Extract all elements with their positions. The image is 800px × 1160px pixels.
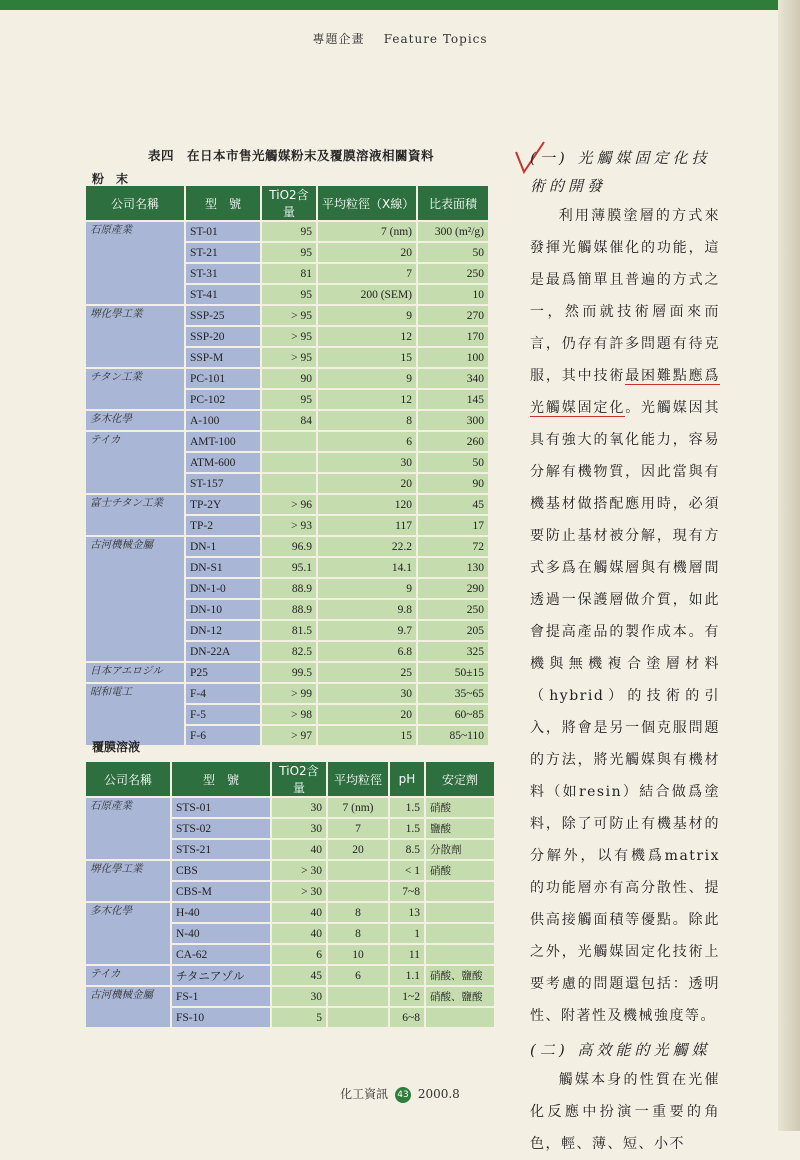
powder-cell: 12 [318,390,418,409]
top-color-band [0,0,800,10]
paragraph-2-text: 觸媒本身的性質在光催化反應中扮演一重要的角色，輕、薄、短、小不 [530,1072,720,1152]
powder-header-company: 公司名稱 [86,186,186,220]
powder-cell: 7 (nm) [318,222,418,241]
powder-cell: 100 [418,348,490,367]
article-heading-2: (二) 高效能的光觸媒 [530,1041,711,1059]
powder-cell: ST-157 [186,474,262,493]
powder-row [86,369,490,388]
coating-cell [328,882,390,901]
coating-cell [328,987,390,1006]
coating-cell: 1.5 [390,819,426,838]
powder-cell: 325 [418,642,490,661]
coating-cell: CBS [172,861,272,880]
coating-cell: 13 [390,903,426,922]
footer-date: 2000.8 [417,1087,460,1101]
coating-cell: N-40 [172,924,272,943]
powder-company-cell: チタン工業 [86,369,186,409]
powder-cell: 117 [318,516,418,535]
coating-cell: チタニアゾル [172,966,272,985]
powder-cell: TP-2 [186,516,262,535]
powder-company-cell: 昭和電工 [86,684,186,745]
powder-cell: 250 [418,600,490,619]
coating-header-tio2: TiO2含量 [272,762,328,796]
powder-cell: DN-10 [186,600,262,619]
coating-cell: FS-1 [172,987,272,1006]
powder-cell: 170 [418,327,490,346]
powder-header-size: 平均粒徑（X線） [318,186,418,220]
coating-header-row [86,762,496,796]
coating-cell: CA-62 [172,945,272,964]
powder-header-surface: 比表面積 [418,186,490,220]
powder-cell: > 93 [262,516,318,535]
article-paragraph-1 [530,200,720,1032]
powder-cell: A-100 [186,411,262,430]
powder-cell: 88.9 [262,579,318,598]
powder-header-model: 型 號 [186,186,262,220]
powder-cell: 12 [318,327,418,346]
coating-cell: 6~8 [390,1008,426,1027]
coating-cell [426,1008,496,1027]
powder-cell: ST-21 [186,243,262,262]
powder-cell: PC-102 [186,390,262,409]
powder-cell: DN-S1 [186,558,262,577]
powder-cell: 81 [262,264,318,283]
powder-cell: 9.7 [318,621,418,640]
coating-cell: STS-02 [172,819,272,838]
powder-cell: 8 [318,411,418,430]
powder-cell: 20 [318,243,418,262]
powder-row [86,537,490,556]
powder-cell: DN-1 [186,537,262,556]
powder-row [86,495,490,514]
coating-cell [426,903,496,922]
powder-cell: 7 [318,264,418,283]
article-paragraph-2 [530,1064,720,1160]
page-footer [0,1085,800,1103]
coating-header-model: 型 號 [172,762,272,796]
coating-row [86,903,496,922]
powder-cell: > 96 [262,495,318,514]
powder-table [86,184,490,747]
powder-cell: 340 [418,369,490,388]
powder-section-label: 粉 末 [92,172,129,186]
powder-cell: 84 [262,411,318,430]
powder-cell [262,453,318,472]
powder-cell: 6.8 [318,642,418,661]
article-column [530,144,720,1160]
powder-company-cell: 堺化學工業 [86,306,186,367]
coating-cell: 6 [328,966,390,985]
powder-cell: 95 [262,285,318,304]
powder-cell: 50 [418,453,490,472]
powder-cell: 90 [262,369,318,388]
coating-cell: STS-21 [172,840,272,859]
coating-cell: 1 [390,924,426,943]
powder-cell [262,474,318,493]
coating-table [86,760,496,1029]
powder-cell: 145 [418,390,490,409]
coating-cell [328,861,390,880]
powder-cell: ST-31 [186,264,262,283]
coating-cell: 8 [328,903,390,922]
coating-cell: 7 [328,819,390,838]
coating-cell: 11 [390,945,426,964]
paragraph-1-underlined: 最困難點應爲光觸媒固定化 [530,368,721,416]
coating-cell: 8 [328,924,390,943]
coating-company-cell: 堺化學工業 [86,861,172,901]
powder-cell: 260 [418,432,490,451]
powder-cell: > 95 [262,348,318,367]
coating-cell [426,882,496,901]
powder-cell: 90 [418,474,490,493]
coating-cell: > 30 [272,882,328,901]
coating-cell: 硝酸、鹽酸 [426,966,496,985]
coating-row [86,798,496,817]
powder-cell: 205 [418,621,490,640]
coating-cell: 1.5 [390,798,426,817]
powder-cell: SSP-25 [186,306,262,325]
coating-cell: 30 [272,987,328,1006]
powder-company-cell: 富士チタン工業 [86,495,186,535]
coating-company-cell: 石原產業 [86,798,172,859]
powder-cell: 81.5 [262,621,318,640]
powder-cell: 10 [418,285,490,304]
powder-company-cell: 古河機械金屬 [86,537,186,661]
coating-row [86,966,496,985]
powder-cell: 25 [318,663,418,682]
coating-header-size: 平均粒徑 [328,762,390,796]
powder-cell: 14.1 [318,558,418,577]
powder-cell: > 98 [262,705,318,724]
powder-cell: 200 (SEM) [318,285,418,304]
powder-cell: F-6 [186,726,262,745]
powder-company-cell: テイカ [86,432,186,493]
powder-cell: 9 [318,306,418,325]
coating-cell: 5 [272,1008,328,1027]
powder-cell: > 95 [262,306,318,325]
coating-cell: 1.1 [390,966,426,985]
powder-cell: 99.5 [262,663,318,682]
powder-cell: 72 [418,537,490,556]
powder-cell: 6 [318,432,418,451]
powder-cell: 88.9 [262,600,318,619]
powder-cell: 45 [418,495,490,514]
powder-cell: DN-12 [186,621,262,640]
powder-header-tio2: TiO2含量 [262,186,318,220]
powder-cell: 96.9 [262,537,318,556]
powder-cell: 130 [418,558,490,577]
coating-cell: 8.5 [390,840,426,859]
powder-header-row [86,186,490,220]
coating-header-company: 公司名稱 [86,762,172,796]
powder-cell: ST-01 [186,222,262,241]
powder-cell: 9.8 [318,600,418,619]
powder-cell: 9 [318,579,418,598]
powder-cell: 250 [418,264,490,283]
page-spine-shadow [778,0,800,1131]
powder-company-cell: 石原產業 [86,222,186,304]
coating-cell: STS-01 [172,798,272,817]
powder-cell: > 97 [262,726,318,745]
powder-cell: 30 [318,453,418,472]
powder-cell: AMT-100 [186,432,262,451]
powder-row [86,432,490,451]
coating-cell: 硝酸 [426,861,496,880]
powder-cell: 15 [318,348,418,367]
powder-cell: 20 [318,705,418,724]
powder-company-cell: 日本アエロジル [86,663,186,682]
table-title: 表四 在日本市售光觸媒粉末及覆膜溶液相關資料 [148,148,435,163]
coating-section-label: 覆膜溶液 [92,740,141,754]
coating-cell: 40 [272,903,328,922]
coating-cell: 40 [272,840,328,859]
coating-cell [426,945,496,964]
powder-cell: TP-2Y [186,495,262,514]
coating-header-stabilizer: 安定劑 [426,762,496,796]
powder-cell: 270 [418,306,490,325]
coating-cell: H-40 [172,903,272,922]
article-heading-1: (一) 光觸媒固定化技術的開發 [530,149,711,195]
powder-cell: 60~85 [418,705,490,724]
powder-cell: 17 [418,516,490,535]
coating-cell: 20 [328,840,390,859]
powder-cell: 95 [262,222,318,241]
coating-header-ph: pH [390,762,426,796]
coating-cell: 30 [272,819,328,838]
header-cn: 專題企畫 [312,32,365,46]
powder-cell: 20 [318,474,418,493]
coating-cell [328,1008,390,1027]
coating-cell [426,924,496,943]
coating-row [86,987,496,1006]
powder-company-cell: 多木化學 [86,411,186,430]
powder-cell [262,432,318,451]
coating-cell: 硝酸 [426,798,496,817]
powder-cell: 95 [262,243,318,262]
coating-cell: 30 [272,798,328,817]
powder-cell: F-5 [186,705,262,724]
paragraph-1-part-b: 。光觸媒因其具有強大的氧化能力，容易分解有機物質，因此當與有機基材做搭配應用時，必須要防止基材被分解，現有方式多爲在觸媒層與有機層間透過一保護層做介質，如此會提高產品的製作成本。有機與無機複合塗層材料（hybrid）的技術的引入，將會是另一個克服問題的方法，將光觸媒與有機材料（如resin）結合做爲塗料，除了可防止有機基材的分解外，以有機爲matrix的功能層亦有高分散性、提供高接觸面積等優點。除此之外，光觸媒固定化技術上要考慮的問題還包括：透明性、附著性及機械強度等。 [530,400,721,1024]
powder-cell: 300 [418,411,490,430]
powder-cell: 22.2 [318,537,418,556]
footer-title: 化工資訊 [340,1087,389,1101]
coating-cell: 分散劑 [426,840,496,859]
powder-cell: > 95 [262,327,318,346]
coating-cell: 鹽酸 [426,819,496,838]
coating-cell: 40 [272,924,328,943]
powder-row [86,411,490,430]
powder-row [86,663,490,682]
coating-cell: 7~8 [390,882,426,901]
powder-cell: ST-41 [186,285,262,304]
powder-cell: 300 (m²/g) [418,222,490,241]
coating-row [86,861,496,880]
powder-cell: 95 [262,390,318,409]
coating-cell: 10 [328,945,390,964]
powder-row [86,306,490,325]
powder-cell: 82.5 [262,642,318,661]
powder-cell: ATM-600 [186,453,262,472]
coating-cell: CBS-M [172,882,272,901]
powder-cell: DN-1-0 [186,579,262,598]
powder-cell: > 99 [262,684,318,703]
powder-cell: F-4 [186,684,262,703]
powder-cell: 50 [418,243,490,262]
powder-cell: 95.1 [262,558,318,577]
powder-cell: 120 [318,495,418,514]
powder-row [86,684,490,703]
powder-cell: SSP-20 [186,327,262,346]
coating-cell: 1~2 [390,987,426,1006]
powder-cell: 30 [318,684,418,703]
powder-cell: 9 [318,369,418,388]
coating-cell: FS-10 [172,1008,272,1027]
powder-cell: PC-101 [186,369,262,388]
page-header [0,30,800,47]
powder-cell: 290 [418,579,490,598]
coating-cell: < 1 [390,861,426,880]
coating-cell: > 30 [272,861,328,880]
paragraph-1-part-a: 利用薄膜塗層的方式來發揮光觸媒催化的功能，這是最爲簡單且普遍的方式之一，然而就技術層面來而言，仍存有許多問題有待克服，其中技術 [530,208,720,384]
coating-cell: 7 (nm) [328,798,390,817]
coating-company-cell: 古河機械金屬 [86,987,172,1027]
powder-cell: SSP-M [186,348,262,367]
coating-company-cell: テイカ [86,966,172,985]
powder-cell: DN-22A [186,642,262,661]
powder-cell: 15 [318,726,418,745]
powder-cell: 85~110 [418,726,490,745]
footer-page-number: 43 [395,1087,411,1103]
coating-cell: 45 [272,966,328,985]
coating-cell: 6 [272,945,328,964]
powder-row [86,222,490,241]
coating-company-cell: 多木化學 [86,903,172,964]
powder-cell: 50±15 [418,663,490,682]
coating-cell: 硝酸、鹽酸 [426,987,496,1006]
powder-cell: P25 [186,663,262,682]
powder-cell: 35~65 [418,684,490,703]
header-en: Feature Topics [383,32,488,46]
